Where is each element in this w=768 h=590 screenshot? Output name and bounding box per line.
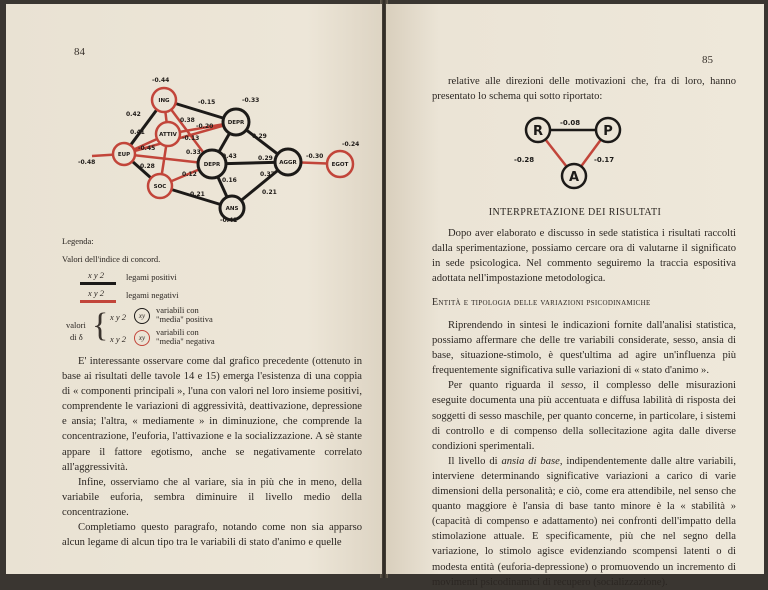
paragraph: Per quanto riguarda il sesso, il complesso delle misurazioni eseguite documenta una più accentuata e diffusa labilità di risposta dei soggetti di sesso maschile, per quanto concerne, in particolare, i sistemi di controllo e di compenso della sollecitazione agita dalle diverse condizioni sperimentali. (432, 380, 736, 452)
legend-var-neg-circle: xy (134, 330, 150, 346)
paragraph: Riprendendo in sintesi le indicazioni fornite dall'analisi statistica, possiamo affermare che delle tre variabili considerate, sesso, ansia di base, situazione-stimolo, è quest'ultima ad agire un'influenza più frequentemente significativa sulle variazioni di « stato d'animo ». (432, 320, 736, 377)
svg-text:P: P (603, 124, 613, 139)
node-aggr (275, 149, 301, 175)
node-soc (148, 174, 172, 198)
legend-positive-label: legami positivi (126, 272, 177, 282)
edge-value: 0.12 (182, 171, 197, 178)
right-page-number: 85 (702, 54, 713, 66)
node-a (562, 164, 586, 188)
right-body-text (432, 318, 736, 590)
edge-value: -0.44 (152, 77, 170, 84)
edge-value: 0.43 (222, 153, 237, 160)
edge-value: 0.33 (186, 149, 201, 156)
value-r-a: -0.28 (514, 156, 535, 164)
svg-text:EGOT: EGOT (331, 162, 349, 168)
legend-positive-swatch (80, 282, 116, 285)
node-eup (113, 143, 135, 165)
left-body-text (62, 354, 362, 550)
svg-text:DEPR: DEPR (227, 120, 245, 126)
edge-value: -0.13 (182, 135, 200, 142)
edge-value: 0.21 (190, 191, 205, 198)
edge-value: 0.37 (260, 171, 275, 178)
legend-negative-symbol: x y 2 (88, 288, 105, 298)
paragraph: Infine, osserviamo che al variare, sia in più che in meno, della variabile euforia, sembra diminuire il livello medio della concentrazione. (62, 476, 362, 518)
legend-bracket-label-2: di δ (70, 332, 83, 342)
section-caption: INTERPRETAZIONE DEI RISULTATI (488, 207, 662, 218)
svg-text:R: R (532, 124, 544, 139)
node-attiv (156, 122, 180, 146)
section-heading: Entità e tipologia delle variazioni psicodinamiche (432, 297, 651, 308)
edge-value: -0.41 (220, 217, 238, 224)
legend-title: Legenda: (62, 236, 94, 246)
svg-text:ATTIV: ATTIV (159, 132, 177, 138)
edge-value: 0.29 (252, 133, 267, 140)
edge-value: -0.15 (198, 99, 216, 106)
node-ing (152, 88, 176, 112)
edge-value: 0.29 (258, 155, 273, 162)
correlation-graph (72, 74, 362, 224)
paragraph: Il livello di ansia di base, indipendentemente dalle altre variabili, interviene determinando significative variazioni a carico di varie dimensioni della personalità; e ciò, come era attendibile, nel senso che quanto maggiore è l'ansia di base tanto minore è la « stabilità » (capacità di compenso e adattamento) nei confronti dell'impatto della stimolazione attuale. E specificamente, più che nel segno della variazione, lo stimolo agisce evidenziando scompensi latenti o di modesta entità (euforia-depressione) o promuovendo un incremento di movimenti psicodinamici di recupero (socializzazione). (432, 455, 736, 588)
legend-var-pos-circle: xy (134, 308, 150, 324)
svg-text:EUP: EUP (117, 152, 131, 158)
svg-text:AGGR: AGGR (279, 160, 297, 166)
legend-negative-swatch (80, 300, 116, 303)
node-depr (223, 109, 249, 135)
paragraph: E' interessante osservare come dal grafico precedente (ottenuto in base ai risultati delle tavole 14 e 15) emerga l'esistenza di una coppia di « componenti principali », l'una con valori nel loro insieme positivi, comprendente le variazioni di aggressività, deattivazione, depressione e ansia; l'altra, « mediamente » in diminuzione, che comprende la concentrazione, l'euforia, l'attivazione e la socializzazione. A sè stante appare il fattore egotismo, anche se negativamente correlato all'aggressività. (62, 356, 362, 473)
node-r (526, 118, 550, 142)
edge-value: -0.30 (306, 153, 324, 160)
legend-var-pos-label: variabili con "media" positiva (156, 305, 213, 324)
edge-value: -0.20 (196, 123, 214, 130)
left-page (6, 4, 382, 574)
right-intro (432, 74, 736, 104)
value-r-p: -0.08 (560, 119, 581, 127)
edge-value: 0.42 (126, 111, 141, 118)
left-page-number: 84 (74, 46, 85, 58)
edge-value: -0.45 (138, 145, 156, 152)
legend-positive-symbol: x y 2 (88, 270, 105, 280)
paragraph: Dopo aver elaborato e discusso in sede statistica i risultati raccolti dalla sperimentazione, possiamo cercare ora di valutarne il significato in sede psicologica. Nel commento seguiremo la traccia espositiva adottata nell'impostazione metodologica. (432, 228, 736, 285)
legend-brace: { (92, 307, 109, 344)
node-p (596, 118, 620, 142)
edge-value: 0.38 (180, 117, 195, 124)
svg-text:SOC: SOC (153, 184, 167, 190)
paragraph: Completiamo questo paragrafo, notando come non sia apparso alcun legame di alcun tipo tra le variabili di stato d'animo e quelle (62, 522, 362, 549)
edge-value: 0.28 (140, 163, 155, 170)
legend-subtitle: Valori dell'indice di concord. (62, 254, 161, 264)
edge-value: -0.24 (342, 141, 360, 148)
motivation-scheme (514, 110, 628, 192)
legend-bracket-label: valori (66, 320, 86, 330)
value-p-a: -0.17 (594, 156, 615, 164)
edge-value: -0.48 (78, 159, 96, 166)
right-paragraph-1 (432, 226, 736, 286)
svg-text:A: A (568, 170, 580, 185)
right-page (386, 4, 764, 588)
svg-text:DEPR: DEPR (203, 162, 221, 168)
node-egot (327, 151, 353, 177)
legend-var-pos-symbol: x y 2 (110, 312, 127, 322)
legend-var-neg-label: variabili con "media" negativa (156, 327, 215, 346)
edge-value: 0.16 (222, 177, 237, 184)
edge-value: -0.33 (242, 97, 260, 104)
legend-negative-label: legami negativi (126, 290, 179, 300)
edge-value: 0.21 (262, 189, 277, 196)
edge-value: 0.41 (130, 129, 145, 136)
svg-text:ANS: ANS (225, 206, 239, 212)
intro-paragraph: relative alle direzioni delle motivazioni che, fra di loro, hanno presentato lo schema qui sotto riportato: (432, 76, 736, 103)
legend-var-neg-symbol: x y 2 (110, 334, 127, 344)
svg-text:ING: ING (158, 98, 170, 104)
